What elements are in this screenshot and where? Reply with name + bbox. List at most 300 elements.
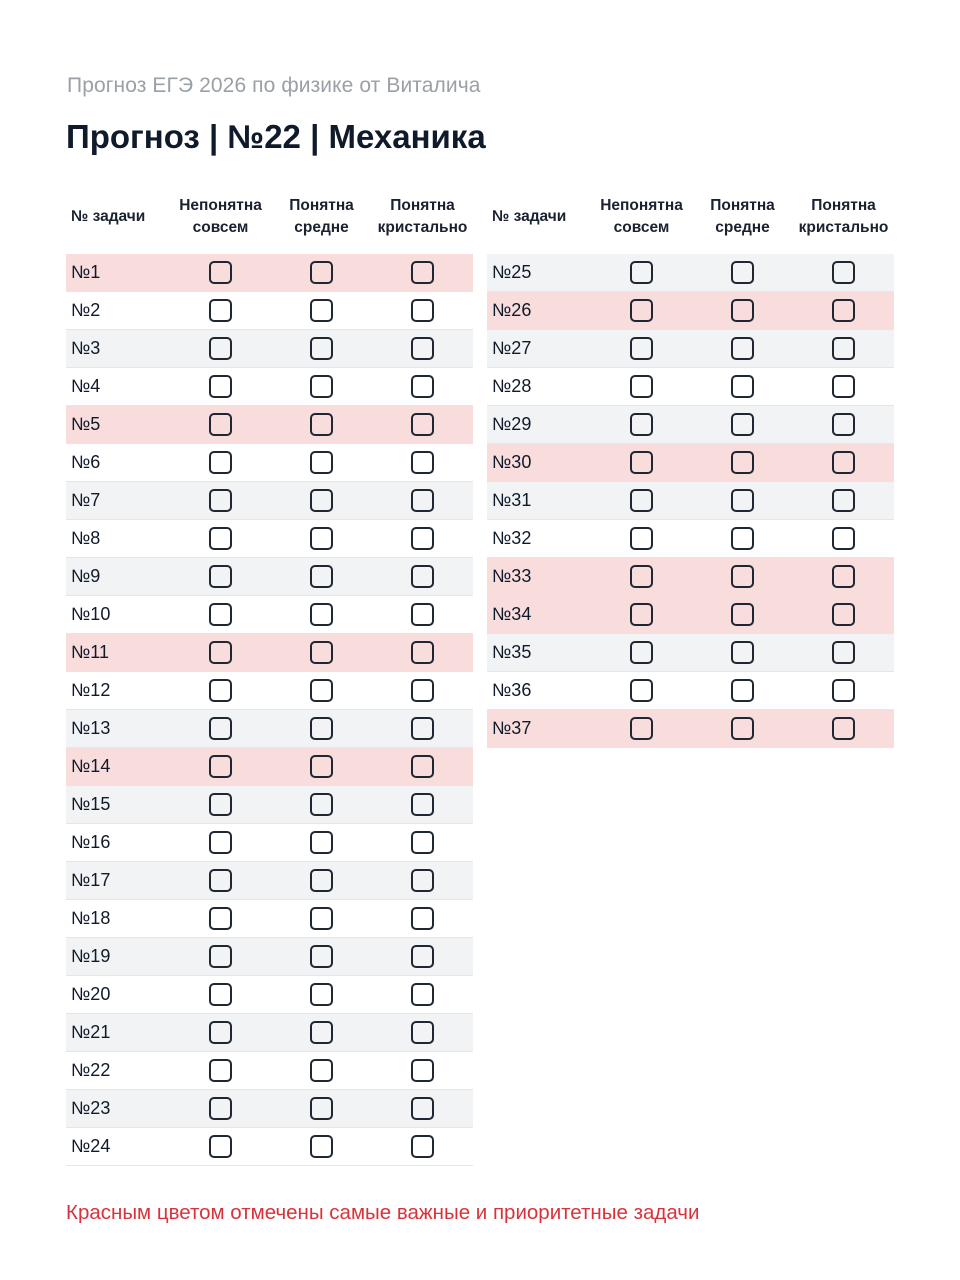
checkbox-understood-medium[interactable] [310,679,333,702]
checkbox-not-understood[interactable] [209,983,232,1006]
checkbox-cell [692,679,793,702]
checkbox-not-understood[interactable] [630,375,653,398]
checkbox-understood-clearly[interactable] [832,299,855,322]
table-row [66,938,473,976]
checkbox-cell [372,793,473,816]
checkbox-understood-medium[interactable] [731,299,754,322]
task-number: №23 [71,1098,111,1118]
checkbox-cell [793,451,894,474]
checkbox-cell [170,1097,271,1120]
task-number: №28 [492,376,532,396]
checkbox-not-understood[interactable] [209,831,232,854]
checkbox-understood-clearly[interactable] [411,527,434,550]
checkbox-understood-clearly[interactable] [411,945,434,968]
checkbox-cell [372,717,473,740]
checkbox-cell [692,527,793,550]
checkbox-not-understood[interactable] [630,679,653,702]
checkbox-not-understood[interactable] [630,717,653,740]
checkbox-cell [692,299,793,322]
checkbox-cell [170,717,271,740]
checkbox-cell [372,337,473,360]
task-number: №1 [71,262,101,282]
checkbox-cell [372,907,473,930]
checkbox-not-understood[interactable] [209,1059,232,1082]
checkbox-cell [170,831,271,854]
task-number: №7 [71,490,101,510]
task-number: №4 [71,376,101,396]
column-header-understood-clearly: Понятна кристально [798,197,889,236]
checkbox-cell [692,717,793,740]
table-row [487,368,894,406]
table-row [487,672,894,710]
task-number: №32 [492,528,532,548]
checkbox-cell [170,641,271,664]
checkbox-understood-medium[interactable] [310,413,333,436]
column-header-not-understood: Непонятна совсем [600,197,683,236]
checkbox-understood-medium[interactable] [310,1059,333,1082]
checkbox-cell [692,261,793,284]
checkbox-understood-medium[interactable] [310,261,333,284]
table-row [66,1014,473,1052]
checkbox-not-understood[interactable] [630,451,653,474]
checkbox-not-understood[interactable] [209,375,232,398]
table-row [66,710,473,748]
table-row [66,672,473,710]
checkbox-understood-clearly[interactable] [832,337,855,360]
task-number: №17 [71,870,111,890]
checkbox-understood-medium[interactable] [731,717,754,740]
checkbox-understood-medium[interactable] [310,755,333,778]
checkbox-understood-clearly[interactable] [411,299,434,322]
task-number: №37 [492,718,532,738]
checkbox-cell [372,641,473,664]
task-number: №20 [71,984,111,1004]
checkbox-cell [793,299,894,322]
checkbox-understood-medium[interactable] [731,261,754,284]
checkbox-not-understood[interactable] [209,907,232,930]
checkbox-cell [271,717,372,740]
checkbox-understood-clearly[interactable] [411,565,434,588]
checkbox-understood-clearly[interactable] [411,793,434,816]
task-number: №25 [492,262,532,282]
table-row [66,862,473,900]
task-number: №11 [71,642,109,662]
checkbox-understood-medium[interactable] [731,527,754,550]
checkbox-not-understood[interactable] [209,869,232,892]
checkbox-understood-clearly[interactable] [411,1135,434,1158]
checkbox-cell [372,1021,473,1044]
checkbox-cell [271,1021,372,1044]
checkbox-cell [170,983,271,1006]
checkbox-cell [372,831,473,854]
checkbox-understood-clearly[interactable] [411,603,434,626]
checkbox-not-understood[interactable] [209,451,232,474]
checkbox-not-understood[interactable] [209,641,232,664]
checkbox-cell [170,261,271,284]
table-row [66,1052,473,1090]
task-number: №5 [71,414,101,434]
checkbox-understood-clearly[interactable] [411,717,434,740]
task-number: №13 [71,718,111,738]
checkbox-cell [170,527,271,550]
task-number: №35 [492,642,532,662]
checkbox-understood-medium[interactable] [310,793,333,816]
table-row [487,596,894,634]
checkbox-cell [170,1135,271,1158]
checkbox-understood-medium[interactable] [310,1021,333,1044]
checkbox-understood-medium[interactable] [310,945,333,968]
checkbox-cell [271,261,372,284]
checkbox-understood-clearly[interactable] [832,565,855,588]
checkbox-cell [170,603,271,626]
checkbox-understood-clearly[interactable] [411,451,434,474]
checkbox-not-understood[interactable] [209,565,232,588]
task-number: №26 [492,300,532,320]
checkbox-understood-medium[interactable] [731,679,754,702]
checkbox-cell [271,983,372,1006]
checkbox-cell [170,375,271,398]
checkbox-cell [271,869,372,892]
table-body [487,254,894,748]
checkbox-understood-clearly[interactable] [411,755,434,778]
checkbox-understood-medium[interactable] [731,603,754,626]
checkbox-not-understood[interactable] [209,717,232,740]
checkbox-not-understood[interactable] [630,413,653,436]
table-row [66,634,473,672]
checkbox-cell [372,527,473,550]
document-title: Прогноз | №22 | Механика [66,118,486,155]
checkbox-cell [372,945,473,968]
table-row [66,976,473,1014]
checkbox-cell [170,299,271,322]
table-row [66,368,473,406]
checkbox-not-understood[interactable] [209,603,232,626]
checkbox-not-understood[interactable] [209,299,232,322]
checkbox-understood-medium[interactable] [310,299,333,322]
checkbox-cell [372,1059,473,1082]
task-number: №21 [71,1022,111,1042]
checkbox-understood-clearly[interactable] [832,451,855,474]
column-header-understood-medium: Понятна средне [289,197,354,236]
checkbox-cell [372,261,473,284]
checkbox-not-understood[interactable] [209,679,232,702]
table-row [487,254,894,292]
checkbox-not-understood[interactable] [630,603,653,626]
checkbox-understood-medium[interactable] [731,565,754,588]
checkbox-understood-clearly[interactable] [832,603,855,626]
checkbox-cell [170,945,271,968]
task-number: №12 [71,680,111,700]
checkbox-understood-medium[interactable] [731,413,754,436]
checkbox-cell [372,1135,473,1158]
task-number: №31 [492,490,532,510]
task-number: №15 [71,794,111,814]
table-header [487,186,894,248]
checkbox-cell [793,375,894,398]
checkbox-cell [591,679,692,702]
checkbox-understood-medium[interactable] [310,489,333,512]
checkbox-understood-clearly[interactable] [411,983,434,1006]
checkbox-cell [271,413,372,436]
checkbox-cell [591,337,692,360]
checkbox-cell [692,337,793,360]
table-row [66,1128,473,1166]
column-header-understood-medium: Понятна средне [710,197,775,236]
checkbox-cell [170,451,271,474]
checkbox-cell [793,527,894,550]
table-row [66,900,473,938]
checkbox-understood-medium[interactable] [731,451,754,474]
checkbox-cell [591,717,692,740]
checkbox-not-understood[interactable] [209,755,232,778]
checkbox-cell [271,679,372,702]
checkbox-understood-medium[interactable] [731,641,754,664]
table-row [66,330,473,368]
document-subtitle: Прогноз ЕГЭ 2026 по физике от Виталича [67,74,481,97]
checkbox-understood-medium[interactable] [731,489,754,512]
checkbox-not-understood[interactable] [209,261,232,284]
checkbox-cell [591,489,692,512]
task-number: №18 [71,908,111,928]
checkbox-cell [170,489,271,512]
checkbox-not-understood[interactable] [630,299,653,322]
task-number: №27 [492,338,532,358]
checkbox-cell [793,641,894,664]
checkbox-cell [170,679,271,702]
checkbox-cell [692,565,793,588]
task-number: №22 [71,1060,111,1080]
column-header-understood-clearly: Понятна кристально [377,197,468,236]
task-number: №36 [492,680,532,700]
checkbox-cell [271,945,372,968]
checkbox-cell [170,1059,271,1082]
checkbox-cell [271,831,372,854]
checkbox-cell [271,641,372,664]
checkbox-understood-medium[interactable] [310,375,333,398]
table-header [66,186,473,248]
checkbox-cell [372,565,473,588]
checkbox-understood-medium[interactable] [310,641,333,664]
checkbox-cell [591,603,692,626]
checkbox-understood-clearly[interactable] [411,831,434,854]
checkbox-cell [591,261,692,284]
checkbox-understood-medium[interactable] [731,337,754,360]
checkbox-cell [271,375,372,398]
checkbox-understood-medium[interactable] [310,831,333,854]
table-row [66,444,473,482]
column-header-not-understood: Непонятна совсем [179,197,262,236]
task-number: №19 [71,946,111,966]
table-row [66,786,473,824]
checkbox-cell [692,451,793,474]
column-header-task-number: № задачи [492,208,567,225]
checkbox-understood-medium[interactable] [310,869,333,892]
checkbox-understood-clearly[interactable] [411,413,434,436]
checkbox-cell [271,603,372,626]
checkbox-cell [170,413,271,436]
task-number: №30 [492,452,532,472]
checkbox-cell [271,565,372,588]
checkbox-cell [793,603,894,626]
table-row [487,710,894,748]
checkbox-cell [271,299,372,322]
table-row [66,596,473,634]
checkbox-cell [372,299,473,322]
checkbox-cell [591,375,692,398]
checkbox-cell [170,793,271,816]
checkbox-understood-clearly[interactable] [411,679,434,702]
table-row [487,406,894,444]
checkbox-understood-clearly[interactable] [832,717,855,740]
table-row [66,1090,473,1128]
checkbox-understood-clearly[interactable] [411,1059,434,1082]
table-row [66,482,473,520]
task-number: №24 [71,1136,111,1156]
checkbox-not-understood[interactable] [209,1021,232,1044]
table-row [66,558,473,596]
table-row [487,292,894,330]
checkbox-cell [271,527,372,550]
checkbox-cell [591,565,692,588]
checkbox-cell [170,755,271,778]
tasks-table-right [487,186,894,748]
column-header-task-number: № задачи [71,208,146,225]
checkbox-understood-clearly[interactable] [411,1021,434,1044]
checkbox-understood-medium[interactable] [310,451,333,474]
checkbox-cell [591,527,692,550]
table-row [487,444,894,482]
checkbox-understood-medium[interactable] [310,337,333,360]
checkbox-cell [793,679,894,702]
checkbox-cell [372,413,473,436]
checkbox-cell [793,413,894,436]
checkbox-cell [591,451,692,474]
checkbox-cell [271,1097,372,1120]
checkbox-understood-clearly[interactable] [832,413,855,436]
checkbox-understood-clearly[interactable] [832,641,855,664]
task-number: №10 [71,604,111,624]
checkbox-understood-clearly[interactable] [832,527,855,550]
checkbox-cell [372,489,473,512]
task-number: №3 [71,338,101,358]
checkbox-understood-medium[interactable] [310,983,333,1006]
checkbox-not-understood[interactable] [630,641,653,664]
checkbox-understood-medium[interactable] [310,603,333,626]
checkbox-cell [591,641,692,664]
checkbox-understood-clearly[interactable] [411,907,434,930]
checkbox-not-understood[interactable] [209,793,232,816]
checkbox-understood-clearly[interactable] [411,869,434,892]
checkbox-cell [271,451,372,474]
checkbox-cell [271,489,372,512]
table-row [487,558,894,596]
checkbox-cell [793,565,894,588]
checkbox-cell [170,869,271,892]
checkbox-cell [591,413,692,436]
checkbox-cell [271,907,372,930]
checkbox-cell [271,793,372,816]
checkbox-not-understood[interactable] [630,489,653,512]
checkbox-not-understood[interactable] [209,489,232,512]
task-number: №8 [71,528,101,548]
checkbox-understood-clearly[interactable] [411,337,434,360]
checkbox-cell [170,565,271,588]
checkbox-understood-clearly[interactable] [411,489,434,512]
task-number: №2 [71,300,101,320]
checkbox-cell [372,603,473,626]
checkbox-not-understood[interactable] [209,527,232,550]
checkbox-cell [692,489,793,512]
checkbox-understood-medium[interactable] [310,527,333,550]
checkbox-understood-clearly[interactable] [832,261,855,284]
checkbox-not-understood[interactable] [630,527,653,550]
checkbox-cell [271,337,372,360]
checkbox-understood-medium[interactable] [310,1097,333,1120]
checkbox-cell [793,337,894,360]
footnote: Красным цветом отмечены самые важные и приоритетные задачи [66,1201,700,1224]
checkbox-not-understood[interactable] [209,413,232,436]
checkbox-understood-clearly[interactable] [411,1097,434,1120]
checkbox-understood-clearly[interactable] [832,679,855,702]
checkbox-cell [692,375,793,398]
table-row [66,748,473,786]
table-row [66,824,473,862]
checkbox-understood-medium[interactable] [731,375,754,398]
checkbox-cell [170,337,271,360]
checkbox-cell [372,983,473,1006]
table-row [487,634,894,672]
checkbox-cell [271,755,372,778]
checkbox-not-understood[interactable] [209,945,232,968]
checkbox-cell [372,755,473,778]
task-number: №33 [492,566,532,586]
checkbox-understood-medium[interactable] [310,1135,333,1158]
checkbox-not-understood[interactable] [209,337,232,360]
checkbox-understood-medium[interactable] [310,565,333,588]
checkbox-not-understood[interactable] [209,1097,232,1120]
checkbox-not-understood[interactable] [209,1135,232,1158]
checkbox-cell [372,679,473,702]
task-number: №34 [492,604,532,624]
tasks-table-left [66,186,473,1166]
table-row [487,330,894,368]
checkbox-cell [372,869,473,892]
checkbox-understood-medium[interactable] [310,717,333,740]
task-number: №29 [492,414,532,434]
table-row [66,520,473,558]
task-number: №14 [71,756,111,776]
checkbox-understood-clearly[interactable] [832,375,855,398]
checkbox-cell [271,1059,372,1082]
table-row [66,406,473,444]
checkbox-not-understood[interactable] [630,565,653,588]
checkbox-not-understood[interactable] [630,261,653,284]
checkbox-not-understood[interactable] [630,337,653,360]
table-body [66,254,473,1166]
checkbox-cell [692,603,793,626]
checkbox-cell [372,1097,473,1120]
checkbox-understood-clearly[interactable] [411,641,434,664]
checkbox-cell [793,261,894,284]
checkbox-understood-clearly[interactable] [411,375,434,398]
checkbox-understood-clearly[interactable] [832,489,855,512]
checkbox-cell [372,375,473,398]
checkbox-understood-clearly[interactable] [411,261,434,284]
checkbox-understood-medium[interactable] [310,907,333,930]
task-number: №16 [71,832,111,852]
checkbox-cell [793,717,894,740]
table-row [66,292,473,330]
